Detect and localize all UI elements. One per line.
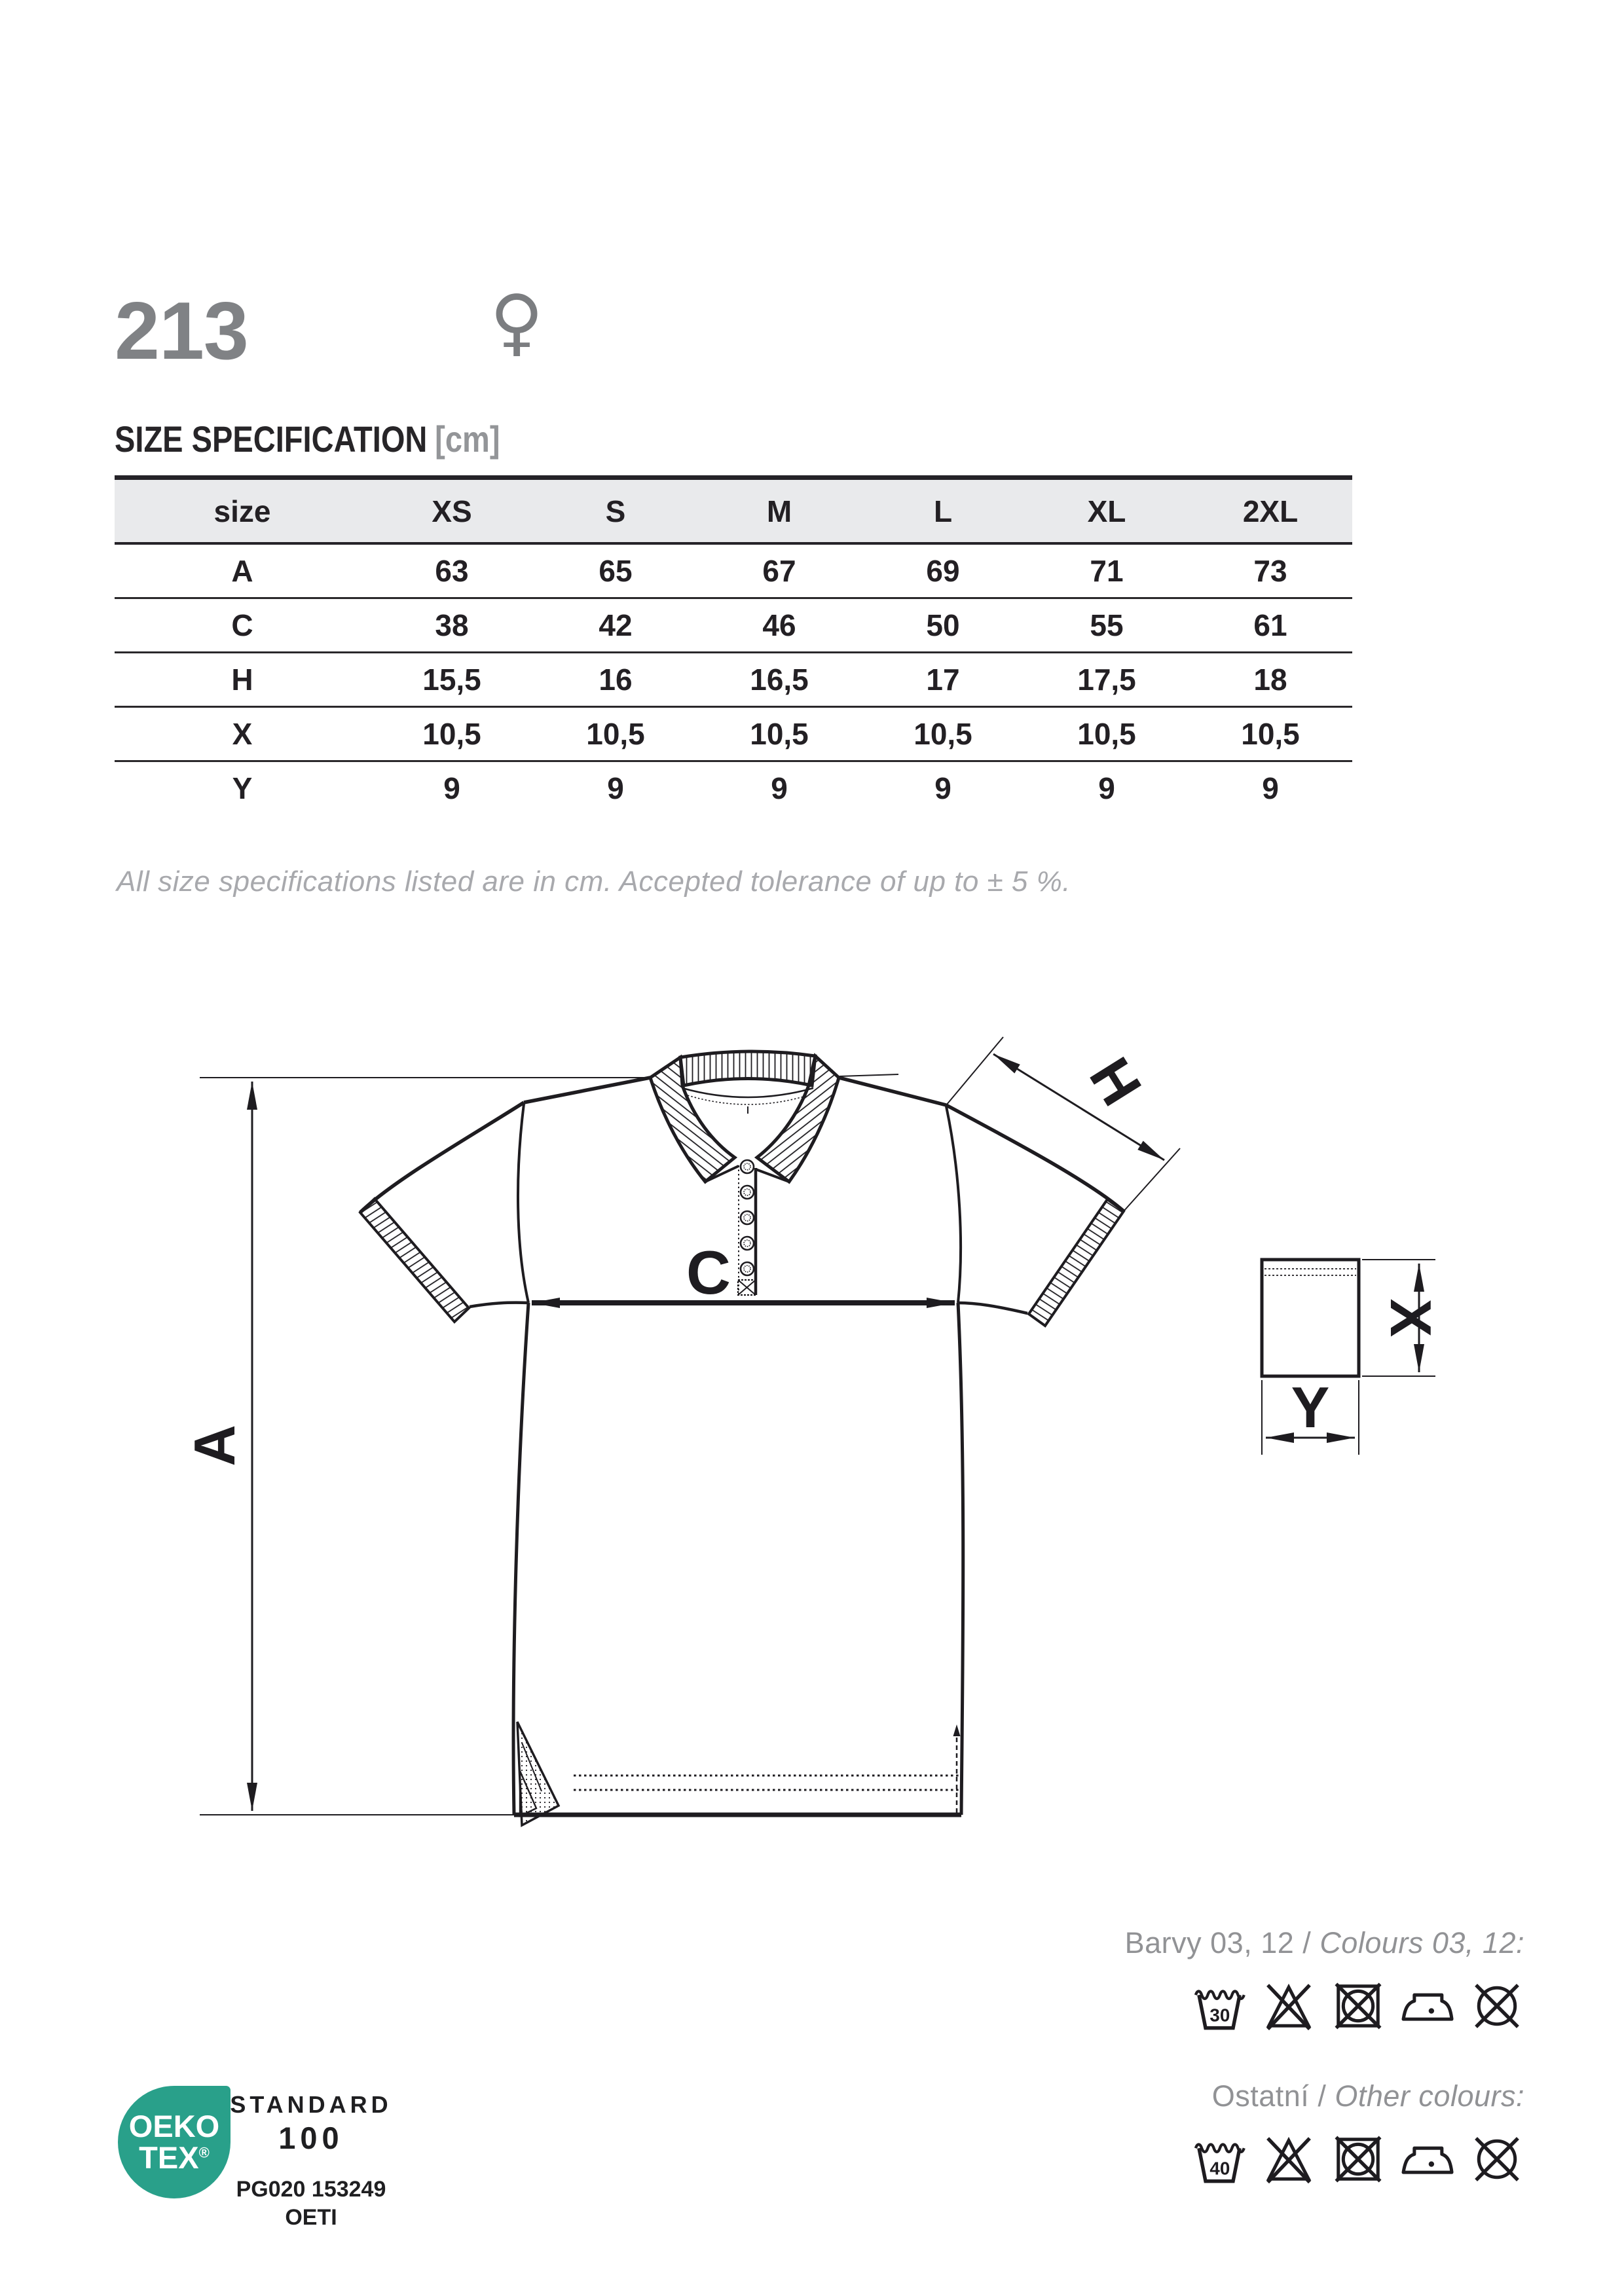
header-cell-size: size <box>115 478 370 544</box>
header-cell-m: M <box>697 478 861 544</box>
table-row-H <box>115 653 1352 707</box>
size-table <box>115 475 1352 814</box>
cell-H-s: 16 <box>534 653 697 707</box>
wash-tub-40-icon <box>1192 2130 1247 2188</box>
table-row-Y <box>115 761 1352 815</box>
cell-A-m: 67 <box>762 554 796 588</box>
oeko-tex-logo-line1: OEKO <box>128 2109 220 2144</box>
left-cuff-rib <box>360 1199 469 1322</box>
cell-Y-xs: 9 <box>370 761 534 815</box>
row-label-H: H <box>115 653 370 707</box>
hem-slit-details <box>517 1722 961 1825</box>
oeko-tex-logo <box>118 2086 231 2198</box>
care-label: Ostatní / Other colours: <box>1211 2079 1524 2113</box>
cell-H-l: 17 <box>861 653 1025 707</box>
cell-A-l: 69 <box>926 554 960 588</box>
table-row-A <box>115 543 1352 598</box>
cell-Y-2xl: 9 <box>1189 761 1352 815</box>
button <box>741 1160 754 1173</box>
size-table-header-row <box>115 478 1352 544</box>
tolerance-note: All size specifications listed are in cm. Accepted tolerance of up to ± 5 %. <box>117 866 1071 898</box>
cell-C-l: 50 <box>861 598 1025 653</box>
label-A: A <box>182 1425 247 1467</box>
section-unit: [cm] <box>435 418 500 460</box>
header-cell-2xl: 2XL <box>1189 478 1352 544</box>
cell-Y-m: 9 <box>697 761 861 815</box>
oeko-tex-certificate-text <box>230 2091 392 2231</box>
care-row-other-colours <box>1192 2079 1524 2188</box>
table-row-C <box>115 598 1352 653</box>
cell-X-l: 10,5 <box>861 707 1025 761</box>
cell-Y-l: 9 <box>861 761 1025 815</box>
header-cell-l: L <box>861 478 1025 544</box>
header-cell-xl: XL <box>1025 478 1189 544</box>
care-icons <box>1125 1977 1524 2035</box>
registered-mark: ® <box>198 2144 210 2161</box>
do-not-tumble-dry-icon <box>1331 1977 1386 2035</box>
cell-C-xl: 55 <box>1025 598 1189 653</box>
section-title-text: SIZE SPECIFICATION <box>115 418 428 460</box>
label-X: X <box>1378 1298 1443 1338</box>
cell-X-s: 10,5 <box>534 707 697 761</box>
care-label: Barvy 03, 12 / Colours 03, 12: <box>1124 1926 1524 1959</box>
iron-low-heat-icon <box>1400 2130 1455 2188</box>
cell-H-xs: 15,5 <box>370 653 534 707</box>
cell-A-2xl: 73 <box>1253 554 1287 588</box>
cuff-detail <box>1262 1260 1435 1455</box>
certifying-institute: OETI <box>285 2205 337 2230</box>
cell-H-2xl: 18 <box>1189 653 1352 707</box>
collar-rib-band <box>680 1051 815 1085</box>
cell-A-xs: 63 <box>435 554 469 588</box>
do-not-bleach-icon <box>1261 1977 1316 2035</box>
do-not-tumble-dry-icon <box>1331 2130 1386 2188</box>
care-row-colours-03-12 <box>1125 1926 1524 2035</box>
cell-C-s: 42 <box>534 598 697 653</box>
label-C: C <box>686 1238 731 1307</box>
cell-Y-s: 9 <box>534 761 697 815</box>
label-Y: Y <box>1291 1375 1330 1440</box>
section-title <box>115 418 500 460</box>
button <box>741 1237 754 1250</box>
wash-tub-30-icon <box>1192 1977 1247 2035</box>
cell-A-xl: 71 <box>1090 554 1124 588</box>
standard-number: 100 <box>278 2121 344 2155</box>
care-icons <box>1192 2130 1524 2188</box>
svg-text:30: 30 <box>1209 2005 1230 2026</box>
row-label-X: X <box>115 707 370 761</box>
button <box>741 1211 754 1224</box>
standard-word: STANDARD <box>230 2091 392 2118</box>
cell-X-m: 10,5 <box>697 707 861 761</box>
row-label-A: A <box>231 554 253 588</box>
button <box>741 1186 754 1199</box>
product-code: 213 <box>115 286 248 376</box>
certificate-number: PG020 153249 <box>236 2177 386 2202</box>
polo-technical-drawing <box>177 1008 1460 1853</box>
cell-H-m: 16,5 <box>697 653 861 707</box>
size-table-container <box>115 475 1352 814</box>
button <box>741 1262 754 1275</box>
cell-X-xs: 10,5 <box>370 707 534 761</box>
cell-C-m: 46 <box>697 598 861 653</box>
oeko-tex-logo-line2: TEX® <box>139 2140 210 2175</box>
do-not-dry-clean-icon <box>1469 1977 1524 2035</box>
cell-H-xl: 17,5 <box>1025 653 1189 707</box>
svg-text:40: 40 <box>1209 2158 1230 2179</box>
female-gender-icon: ♀ <box>490 280 544 365</box>
cell-C-xs: 38 <box>370 598 534 653</box>
row-label-C: C <box>115 598 370 653</box>
do-not-dry-clean-icon <box>1469 2130 1524 2188</box>
label-H: H <box>1077 1046 1154 1117</box>
cell-X-xl: 10,5 <box>1025 707 1189 761</box>
iron-low-heat-icon <box>1400 1977 1455 2035</box>
row-label-Y: Y <box>115 761 370 815</box>
cell-A-s: 65 <box>599 554 633 588</box>
table-row-X <box>115 707 1352 761</box>
cell-Y-xl: 9 <box>1025 761 1189 815</box>
dimension-a <box>200 1074 898 1815</box>
header-cell-s: S <box>534 478 697 544</box>
do-not-bleach-icon <box>1261 2130 1316 2188</box>
header-cell-xs: XS <box>370 478 534 544</box>
cell-X-2xl: 10,5 <box>1189 707 1352 761</box>
cell-C-2xl: 61 <box>1189 598 1352 653</box>
right-cuff-rib <box>1029 1199 1124 1326</box>
